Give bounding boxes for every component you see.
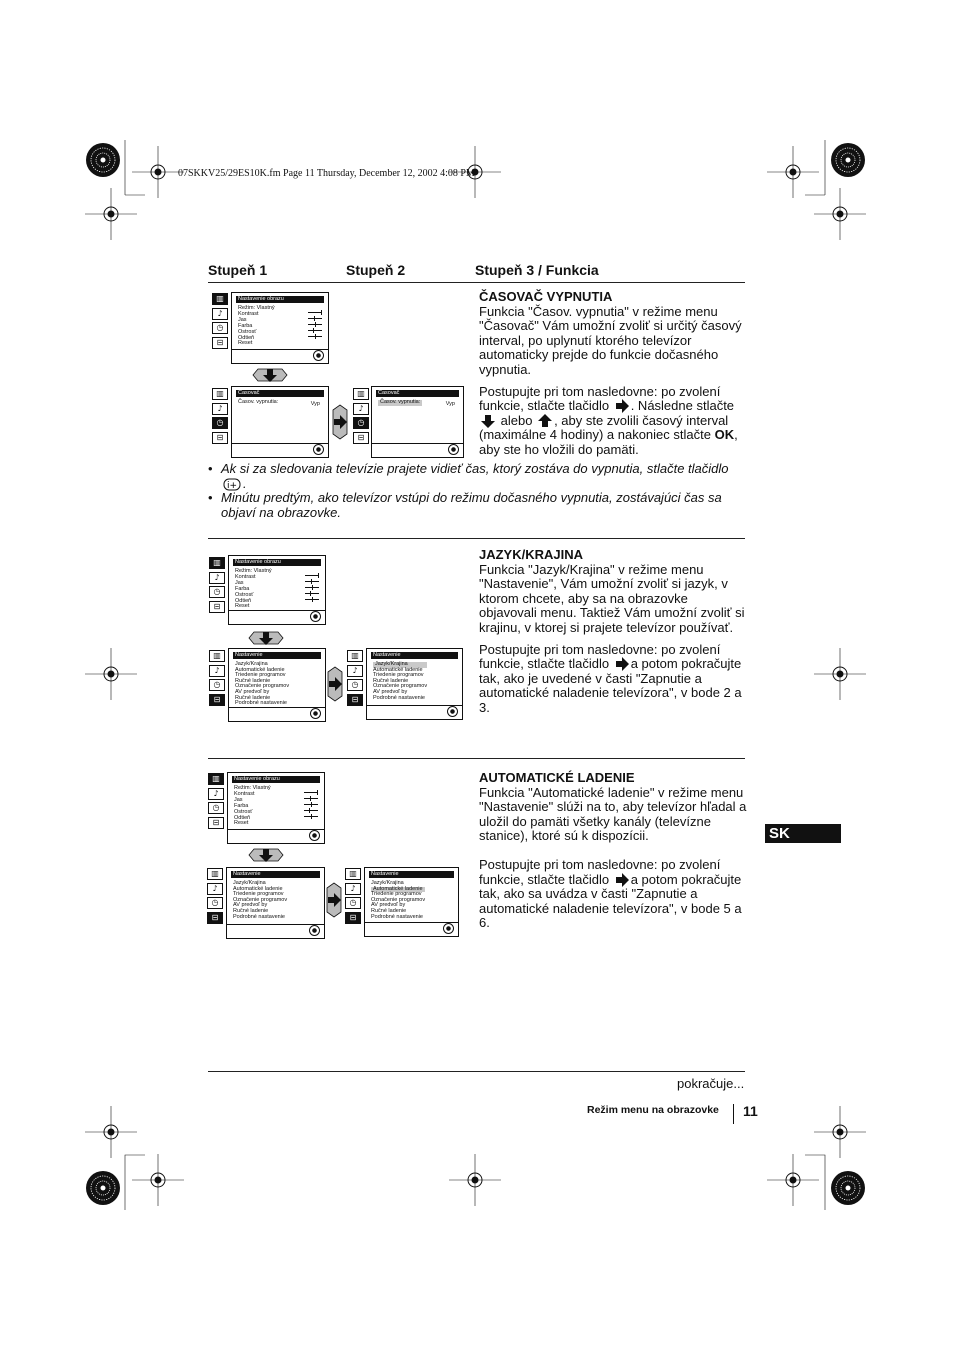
ok-button-icon (310, 611, 321, 622)
continues-label: pokračuje... (677, 1076, 745, 1091)
page-number: 11 (743, 1103, 758, 1119)
ok-button-icon (448, 444, 459, 455)
right-button-icon (615, 399, 629, 413)
tv-menu-screen-step2: Nastavenie Jazyk/Krajina Automatické ladenie Triedenie programov Označenie programov AV predvoľ by Ručné ladenie Podrobné nastavenie (226, 867, 325, 939)
section-text (479, 290, 747, 458)
picture-icon: ▥ (207, 868, 223, 880)
menu-icon-column (347, 650, 363, 708)
down-arrow-icon (248, 848, 284, 862)
tv-menu-screen-step1: Nastavenie obrazu Režim: Vlastný Kontrast Jas Farba Ostrosť Odtieň Reset (228, 555, 326, 625)
info-button-icon (223, 478, 241, 491)
right-arrow-icon (326, 882, 342, 918)
section-title: JAZYK/KRAJINA (479, 547, 584, 562)
menu-rows: Režim: Vlastný Kontrast Jas Farba Ostrosť Odtieň Reset (238, 305, 275, 347)
toolbox-icon: ⊟ (212, 337, 228, 349)
ok-button-icon (309, 925, 320, 936)
down-arrow-icon (252, 368, 288, 382)
ok-button-icon (443, 923, 454, 934)
toolbox-icon: ⊟ (209, 601, 225, 613)
music-icon: ♪ (208, 788, 224, 800)
footer-section-name: Režim menu na obrazovke (587, 1104, 719, 1116)
toolbox-icon: ⊟ (345, 912, 361, 924)
tv-menu-screen-step3: Časovač Časov. vypnutia: Vyp (371, 386, 464, 458)
section-title: AUTOMATICKÉ LADENIE (479, 770, 635, 785)
svg-text:i+: i+ (226, 480, 238, 491)
notes-list (208, 462, 748, 520)
picture-icon: ▥ (347, 650, 363, 662)
toolbox-icon: ⊟ (347, 694, 363, 706)
footer-rule (208, 1071, 745, 1072)
slider-bars (308, 312, 322, 341)
menu-icon-column (353, 388, 369, 446)
tv-menu-screen-step2: Časovač Časov. vypnutia: Vyp (231, 386, 329, 458)
right-button-icon (615, 873, 629, 887)
picture-icon: ▥ (212, 293, 228, 305)
toolbox-icon: ⊟ (207, 912, 223, 924)
section-paragraph: Funkcia "Jazyk/Krajina" v režime menu "Nastavenie", Vám umožní zvoliť si jazyk, v ktorom chcete, aby sa na obrazovke objavovali menu. Taktiež Vám umožní zvoliť si krajinu, v ktorej si prajete televízor používať. (479, 561, 745, 635)
picture-icon: ▥ (209, 650, 225, 662)
column-step1: Stupeň 1 (208, 262, 268, 278)
section-paragraph: Funkcia "Časov. vypnutia" v režime menu "Časovač" Vám umožní zvoliť si určitý časový interval, po uplynutí ktorého televízor automaticky prejde do funkcie dočasného vypnutia. (479, 303, 742, 377)
file-header: 07SKKV25/29ES10K.fm Page 11 Thursday, December 12, 2002 4:08 PM (178, 168, 475, 179)
toolbox-icon: ⊟ (353, 432, 369, 444)
clock-icon: ◷ (345, 897, 361, 909)
clock-icon: ◷ (347, 679, 363, 691)
music-icon: ♪ (353, 403, 369, 415)
column-step2: Stupeň 2 (346, 262, 406, 278)
toolbox-icon: ⊟ (209, 694, 225, 706)
language-tab: SK (765, 824, 841, 843)
slider-bars (305, 575, 319, 604)
picture-icon: ▥ (208, 773, 224, 785)
tv-menu-screen-step3: Nastavenie Jazyk/Krajina Automatické ladenie Triedenie programov Označenie programov AV predvoľ by Ručné ladenie Podrobné nastavenie (364, 867, 459, 937)
clock-icon: ◷ (212, 322, 228, 334)
clock-icon: ◷ (353, 417, 369, 429)
clock-icon: ◷ (209, 679, 225, 691)
section-text (479, 548, 747, 716)
menu-icon-column (212, 293, 228, 351)
right-arrow-icon (327, 666, 343, 702)
note-item: • Minútu predtým, ako televízor vstúpi do režimu dočasného vypnutia, zostávajúci čas sa objaví na obrazovke. (208, 491, 748, 520)
picture-icon: ▥ (353, 388, 369, 400)
picture-icon: ▥ (345, 868, 361, 880)
up-button-icon (538, 414, 552, 428)
down-button-icon (481, 414, 495, 428)
down-arrow-icon (248, 631, 284, 645)
footer-divider (733, 1104, 734, 1124)
section-title: ČASOVAČ VYPNUTIA (479, 289, 613, 304)
menu-icon-column (207, 868, 223, 926)
column-step3: Stupeň 3 / Funkcia (475, 262, 599, 278)
music-icon: ♪ (347, 665, 363, 677)
clock-icon: ◷ (209, 586, 225, 598)
section-paragraph: Funkcia "Automatické ladenie" v režime menu "Nastavenie" slúži na to, aby televízor hľadal a uložil do pamäti všetky kanály (televízne stanice), ktoré sú k dispozícii. (479, 784, 747, 844)
music-icon: ♪ (212, 403, 228, 415)
tv-menu-screen-step1: Nastavenie obrazu Režim: Vlastný Kontrast Jas Farba Ostrosť Odtieň Reset (227, 772, 325, 844)
section-instructions: Postupujte pri tom nasledovne: po zvolení funkcie, stlačte tlačidlo a potom pokračujte tak, ako sa uvádza v časti "Zapnutie a automatické naladenie televízora", v bode 5 a 6. (479, 856, 742, 931)
section-rule (208, 758, 745, 759)
clock-icon: ◷ (208, 802, 224, 814)
section-rule (208, 538, 745, 539)
picture-icon: ▥ (212, 388, 228, 400)
ok-button-icon (313, 350, 324, 361)
tv-menu-screen-step2: Nastavenie Jazyk/Krajina Automatické ladenie Triedenie programov Ručné ladenie Označenie programov AV predvoľ by Ručné ladenie Podrobné nastavenie (228, 648, 326, 722)
menu-icon-column (209, 650, 225, 708)
menu-title: Nastavenie obrazu (236, 296, 324, 303)
menu-icon-column (208, 773, 224, 831)
menu-icon-column (209, 557, 225, 615)
music-icon: ♪ (207, 883, 223, 895)
tv-menu-screen-step3: Nastavenie Jazyk/Krajina Automatické ladenie Triedenie programov Ručné ladenie Označenie programov AV predvoľ by Podrobné nastavenie (366, 648, 463, 720)
ok-button-icon (309, 830, 320, 841)
right-arrow-icon (332, 404, 348, 440)
header-rule (208, 282, 745, 283)
ok-button-icon (313, 444, 324, 455)
note-item: • Ak si za sledovania televízie prajete vidieť čas, ktorý zostáva do vypnutia, stlačte tlačidlo i+ . (208, 462, 748, 491)
picture-icon: ▥ (209, 557, 225, 569)
music-icon: ♪ (209, 665, 225, 677)
music-icon: ♪ (345, 883, 361, 895)
right-button-icon (615, 657, 629, 671)
tv-menu-screen-step1 (231, 292, 329, 364)
section-instructions: Postupujte pri tom nasledovne: po zvolení funkcie, stlačte tlačidlo . Následne stlačte alebo , aby ste zvolili časový interval (maximálne 4 hodiny) a nakoniec stlačte OK, aby ste ho vložili do pamäti. (479, 383, 738, 457)
slider-bars (304, 792, 318, 821)
clock-icon: ◷ (212, 417, 228, 429)
ok-button-icon (447, 706, 458, 717)
menu-icon-column (212, 388, 228, 446)
clock-icon: ◷ (207, 897, 223, 909)
music-icon: ♪ (209, 572, 225, 584)
section-instructions: Postupujte pri tom nasledovne: po zvolení funkcie, stlačte tlačidlo a potom pokračujte tak, ako je uvedené v časti "Zapnutie a automatické naladenie televízora", v bode 2 a 3. (479, 641, 742, 715)
menu-icon-column (345, 868, 361, 926)
section-text (479, 771, 747, 931)
toolbox-icon: ⊟ (212, 432, 228, 444)
ok-button-icon (310, 708, 321, 719)
toolbox-icon: ⊟ (208, 817, 224, 829)
music-icon: ♪ (212, 308, 228, 320)
